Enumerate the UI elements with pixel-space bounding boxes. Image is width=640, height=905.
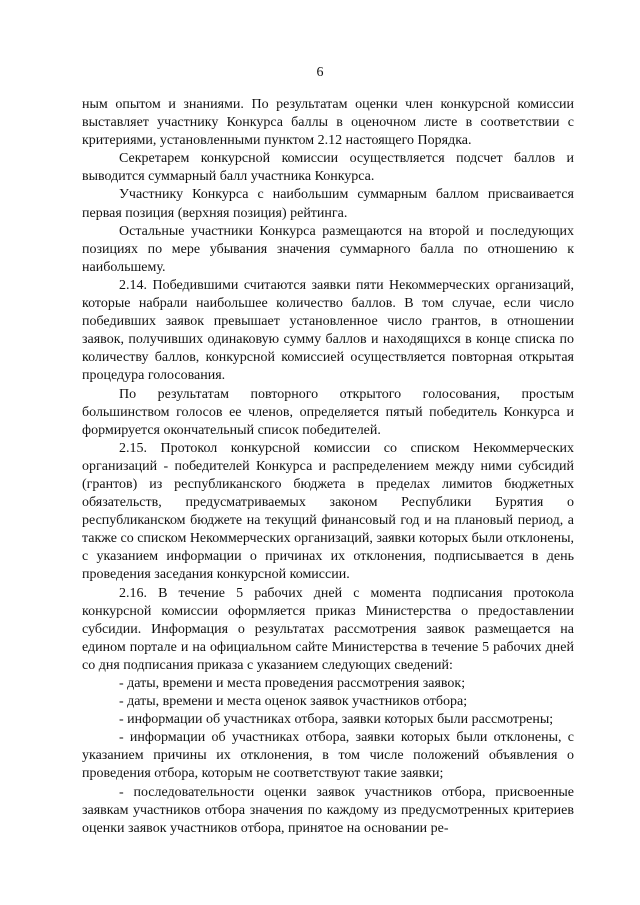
paragraph-2-14: 2.14. Победившими считаются заявки пяти Некоммерческих организаций, которые набрали наибольшее количество баллов. В том случае, если число победивших заявок превышает установленное число грантов, в отношении заявок, получивших одинаковую сумму баллов и находящихся в конце списка по количеству баллов, конкурсной комиссией осуществляется повторная открытая процедура голосования.	[82, 277, 574, 384]
list-item: - даты, времени и места проведения рассмотрения заявок;	[119, 676, 466, 691]
paragraph: ным опытом и знаниями. По результатам оценки член конкурсной комиссии выставляет участнику Конкурса баллы в оценочном листе в соответствии с критериями, установленными пунктом 2.12 настоящего Порядка.	[82, 97, 574, 149]
paragraph: По результатам повторного открытого голосования, простым большинством голосов ее членов, определяется пятый победитель Конкурса и формируется окончательный список победителей.	[82, 386, 574, 438]
paragraph-2-16: 2.16. В течение 5 рабочих дней с момента подписания протокола конкурсной комиссии оформляется приказ Министерства о предоставлении субсидии. Информация о результатах рассмотрения заявок размещается на едином портале и на официальном сайте Министерства в течение 5 рабочих дней со дня подписания приказа с указанием следующих сведений:	[82, 585, 574, 673]
paragraph-2-15: 2.15. Протокол конкурсной комиссии со списком Некоммерческих организаций - победителей Конкурса и распределением между ними субсидий (грантов) из республиканского бюджета в пределах лимитов бюджетных обязательств, предусматриваемых законом Республики Бурятия о республиканском бюджете на текущий финансовый год и на плановый период, а также со списком Некоммерческих организаций, заявки которых были отклонены, с указанием информации о причинах их отклонения, подписывается в день проведения заседания конкурсной комиссии.	[82, 440, 574, 583]
list-item: - информации об участниках отбора, заявки которых были отклонены, с указанием причины их отклонения, в том числе положений объявления о проведения отбора, которым не соответствуют такие заявки;	[82, 730, 574, 782]
list-item: - последовательности оценки заявок участников отбора, присвоенные заявкам участников отбора значения по каждому из предусмотренных критериев оценки заявок участников отбора, принятое на основании ре-	[82, 784, 574, 836]
page-number: 6	[316, 65, 324, 80]
list-item: - даты, времени и места оценок заявок участников отбора;	[119, 694, 468, 710]
paragraph: Участнику Конкурса с наибольшим суммарным баллом присваивается первая позиция (верхняя позиция) рейтинга.	[82, 187, 574, 221]
paragraph: Секретарем конкурсной комиссии осуществляется подсчет баллов и выводится суммарный балл участника Конкурса.	[82, 151, 574, 185]
document-body	[82, 96, 574, 838]
paragraph: Остальные участники Конкурса размещаются на второй и последующих позициях по мере убывания значения суммарного балла по отношению к наибольшему.	[82, 223, 574, 275]
list-item: - информации об участниках отбора, заявки которых были рассмотрены;	[119, 712, 554, 728]
